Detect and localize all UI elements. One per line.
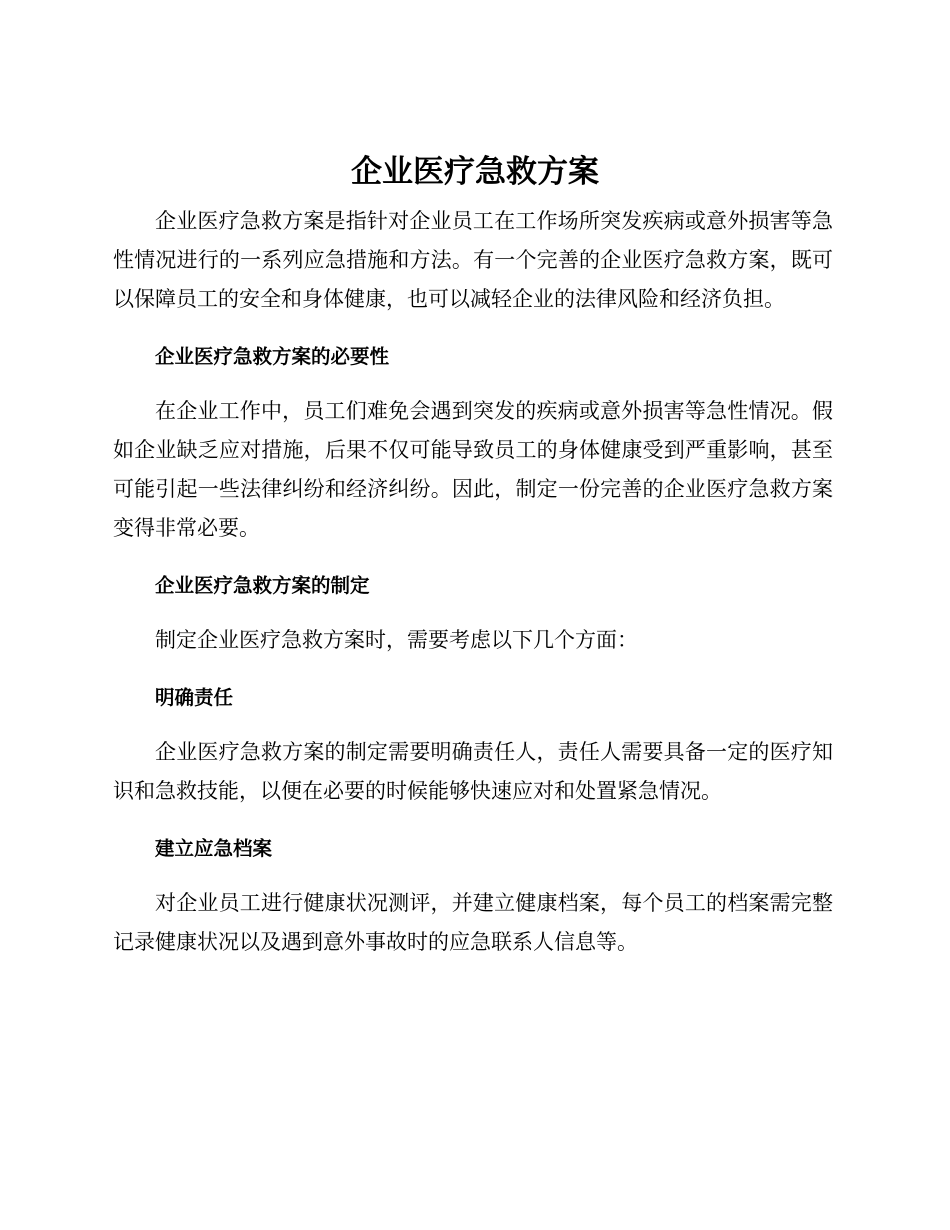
records-paragraph: 对企业员工进行健康状况测评，并建立健康档案，每个员工的档案需完整记录健康状况以及遇到意外事故时的应急联系人信息等。 — [113, 891, 833, 954]
subsection-heading-responsibility: 明确责任 — [155, 686, 234, 709]
spacer — [113, 319, 833, 337]
responsibility-paragraph: 企业医疗急救方案的制定需要明确责任人，责任人需要具备一定的医疗知识和急救技能，以便在必要的时候能够快速应对和处置紧急情况。 — [113, 740, 833, 803]
section-heading-formulation: 企业医疗急救方案的制定 — [155, 574, 370, 597]
formulation-paragraph: 制定企业医疗急救方案时，需要考虑以下几个方面： — [155, 628, 638, 652]
intro-paragraph: 企业医疗急救方案是指针对企业员工在工作场所突发疾病或意外损害等急性情况进行的一系列应急措施和方法。有一个完善的企业医疗急救方案，既可以保障员工的安全和身体健康，也可以减轻企业的法律风险和经济负担。 — [113, 209, 833, 311]
subsection-heading-records: 建立应急档案 — [155, 837, 273, 860]
necessity-paragraph: 在企业工作中，员工们难免会遇到突发的疾病或意外损害等急性情况。假如企业缺乏应对措施，后果不仅可能导致员工的身体健康受到严重影响，甚至可能引起一些法律纠纷和经济纠纷。因此，制定一份完善的企业医疗急救方案变得非常必要。 — [113, 399, 833, 540]
spacer — [113, 660, 833, 678]
spacer — [113, 717, 833, 733]
spacer — [113, 376, 833, 392]
document-title: 企业医疗急救方案 — [351, 154, 599, 190]
document-body — [113, 202, 833, 962]
spacer — [113, 868, 833, 884]
spacer — [113, 811, 833, 829]
section-heading-necessity: 企业医疗急救方案的必要性 — [155, 345, 390, 368]
spacer — [113, 548, 833, 566]
spacer — [113, 605, 833, 621]
